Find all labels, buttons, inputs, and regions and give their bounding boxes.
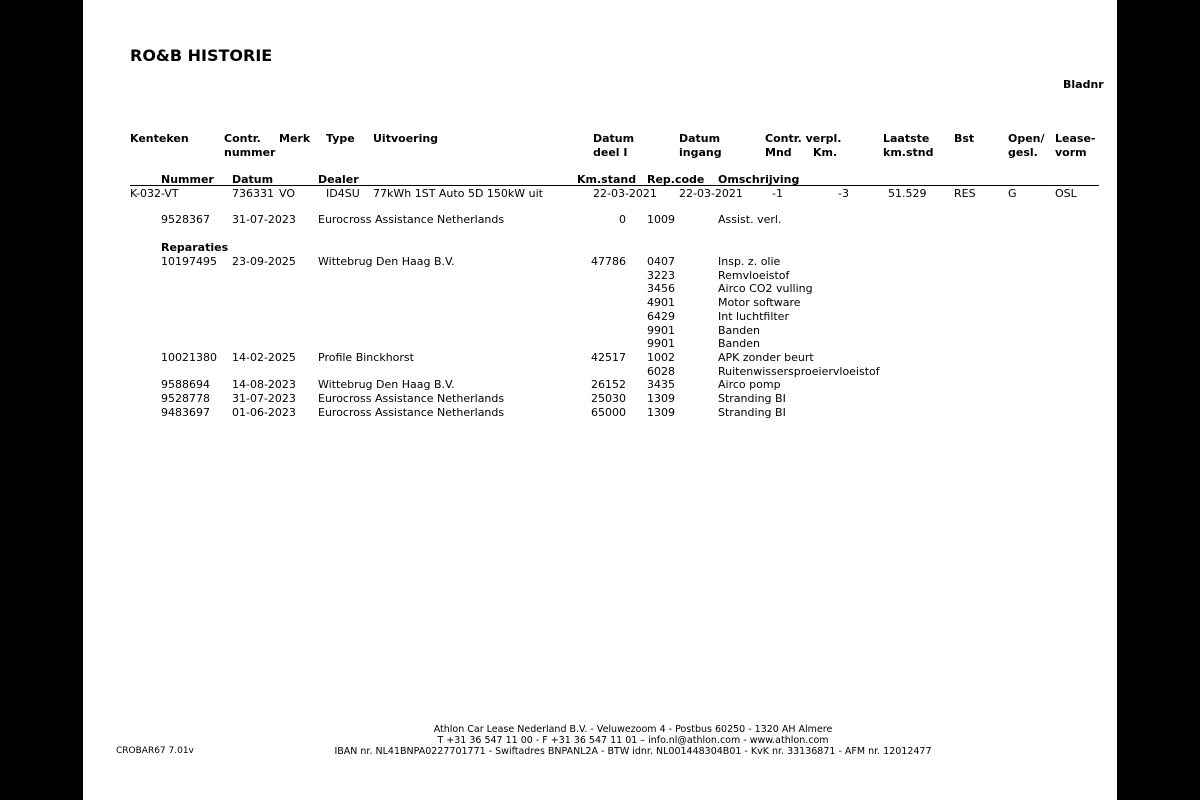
footer-registration: IBAN nr. NL41BNPA0227701771 - Swiftadres BNPANL2A - BTW idnr. NL001448304B01 - KvK nr. 33136871 - AFM nr. 12012477 <box>334 746 932 757</box>
repair-nummer: 9588694 <box>161 378 210 392</box>
page-number-label: Bladnr <box>1063 78 1104 91</box>
header-kenteken: Kenteken <box>130 132 189 145</box>
repair-kmstand: 42517 <box>591 350 626 364</box>
vehicle-mnd: -1 <box>772 187 783 200</box>
repair-description: Stranding BI <box>718 392 786 405</box>
repair-code: 6429 <box>647 309 675 323</box>
header-contr: Contr. <box>224 132 261 145</box>
vehicle-uitvoering: 77kWh 1ST Auto 5D 150kW uit <box>373 187 543 200</box>
repair-code: 3223 <box>647 268 675 282</box>
repair-datum: 01-06-2023 <box>232 405 296 419</box>
header-mnd: Mnd <box>765 146 792 159</box>
repair-nummer: 9528778 <box>161 392 210 405</box>
vehicle-laatste-km: 51.529 <box>888 187 927 200</box>
repairs-section-label: Reparaties <box>161 241 229 254</box>
header-datum-deel: Datum <box>593 132 635 145</box>
assistance-nummer: 9528367 <box>161 213 210 226</box>
repair-code: 3456 <box>647 282 675 296</box>
repair-nummer: 9483697 <box>161 405 210 419</box>
header-type: Type <box>326 132 355 145</box>
header-km: Km. <box>813 146 838 159</box>
assistance-dealer: Eurocross Assistance Netherlands <box>318 213 505 226</box>
header-km-stnd: km.stnd <box>883 146 934 159</box>
header-gesl: gesl. <box>1008 146 1038 159</box>
repair-kmstand: 47786 <box>591 255 626 268</box>
subheader-repcode: Rep.code <box>647 173 705 186</box>
repair-dealer: Eurocross Assistance Netherlands <box>318 405 505 419</box>
header-deel-i: deel I <box>593 146 628 159</box>
header-divider <box>130 185 1099 186</box>
assistance-repcode: 1009 <box>647 213 675 226</box>
header-uitvoering: Uitvoering <box>373 132 439 145</box>
vehicle-type: ID4SU <box>326 187 360 200</box>
subheader-kmstand: Km.stand <box>577 173 637 186</box>
vehicle-kenteken: K-032-VT <box>130 187 179 200</box>
repair-code: 3435 <box>647 378 675 392</box>
repair-description: Ruitenwissersproeiervloeistof <box>718 364 880 378</box>
footer-company-address: Athlon Car Lease Nederland B.V. - Veluwezoom 4 - Postbus 60250 - 1320 AH Almere <box>433 724 833 735</box>
repair-description: Stranding BI <box>718 405 786 419</box>
header-contr-verpl: Contr. verpl. <box>765 132 842 145</box>
subheader-dealer: Dealer <box>318 173 359 186</box>
repair-datum: 14-08-2023 <box>232 378 296 392</box>
program-code: CROBAR67 7.01v <box>116 746 194 756</box>
vehicle-km: -3 <box>838 187 849 200</box>
repair-datum: 14-02-2025 <box>232 350 296 364</box>
repair-description: Airco CO2 vulling <box>718 282 813 296</box>
header-lease: Lease- <box>1055 132 1096 145</box>
repair-code: 9901 <box>647 337 675 351</box>
header-laatste: Laatste <box>883 132 930 145</box>
repair-description: APK zonder beurt <box>718 350 814 364</box>
subheader-datum: Datum <box>232 173 274 186</box>
repair-code: 6028 <box>647 364 675 378</box>
repair-dealer: Profile Binckhorst <box>318 350 414 364</box>
subheader-nummer: Nummer <box>161 173 214 186</box>
repair-kmstand: 26152 <box>591 378 626 392</box>
footer-contact: T +31 36 547 11 00 - F +31 36 547 11 01 – info.nl@athlon.com - www.athlon.com <box>437 735 829 746</box>
repair-nummer: 10021380 <box>161 350 217 364</box>
repair-nummer: 10197495 <box>161 255 217 268</box>
document-title: RO&B HISTORIE <box>130 46 273 65</box>
repair-datum: 23-09-2025 <box>232 255 296 268</box>
header-bst: Bst <box>954 132 975 145</box>
assistance-omschrijving: Assist. verl. <box>718 213 782 226</box>
vehicle-merk: VO <box>279 187 295 200</box>
repair-code: 9901 <box>647 323 675 337</box>
repair-description: Banden <box>718 323 760 337</box>
vehicle-open: G <box>1008 187 1017 200</box>
repair-kmstand: 65000 <box>591 405 626 419</box>
vehicle-bst: RES <box>954 187 976 200</box>
repair-dealer: Wittebrug Den Haag B.V. <box>318 255 455 268</box>
repair-description: Insp. z. olie <box>718 255 781 268</box>
repair-description: Remvloeistof <box>718 268 790 282</box>
repair-code: 4901 <box>647 296 675 310</box>
repair-description: Motor software <box>718 296 801 310</box>
repair-description: Int luchtfilter <box>718 309 789 323</box>
repair-code: 1309 <box>647 392 675 405</box>
header-nummer: nummer <box>224 146 276 159</box>
vehicle-datum-ingang: 22-03-2021 <box>679 187 743 200</box>
repair-datum: 31-07-2023 <box>232 392 296 405</box>
header-datum-ingang: Datum <box>679 132 721 145</box>
repair-code: 1002 <box>647 350 675 364</box>
vehicle-contract: 736331 <box>232 187 274 200</box>
subheader-omschrijving: Omschrijving <box>718 173 800 186</box>
repair-code: 0407 <box>647 255 675 268</box>
header-vorm: vorm <box>1055 146 1087 159</box>
repair-dealer: Eurocross Assistance Netherlands <box>318 392 505 405</box>
repair-description: Banden <box>718 337 760 351</box>
header-merk: Merk <box>279 132 311 145</box>
header-open: Open/ <box>1008 132 1045 145</box>
repair-dealer: Wittebrug Den Haag B.V. <box>318 378 455 392</box>
repair-code: 1309 <box>647 405 675 419</box>
assistance-datum: 31-07-2023 <box>232 213 296 226</box>
repair-kmstand: 25030 <box>591 392 626 405</box>
document-page <box>83 0 1117 800</box>
header-ingang: ingang <box>679 146 722 159</box>
assistance-kmstand: 0 <box>619 213 626 226</box>
repair-description: Airco pomp <box>718 378 781 392</box>
vehicle-datum-deel: 22-03-2021 <box>593 187 657 200</box>
vehicle-leasevorm: OSL <box>1055 187 1077 200</box>
